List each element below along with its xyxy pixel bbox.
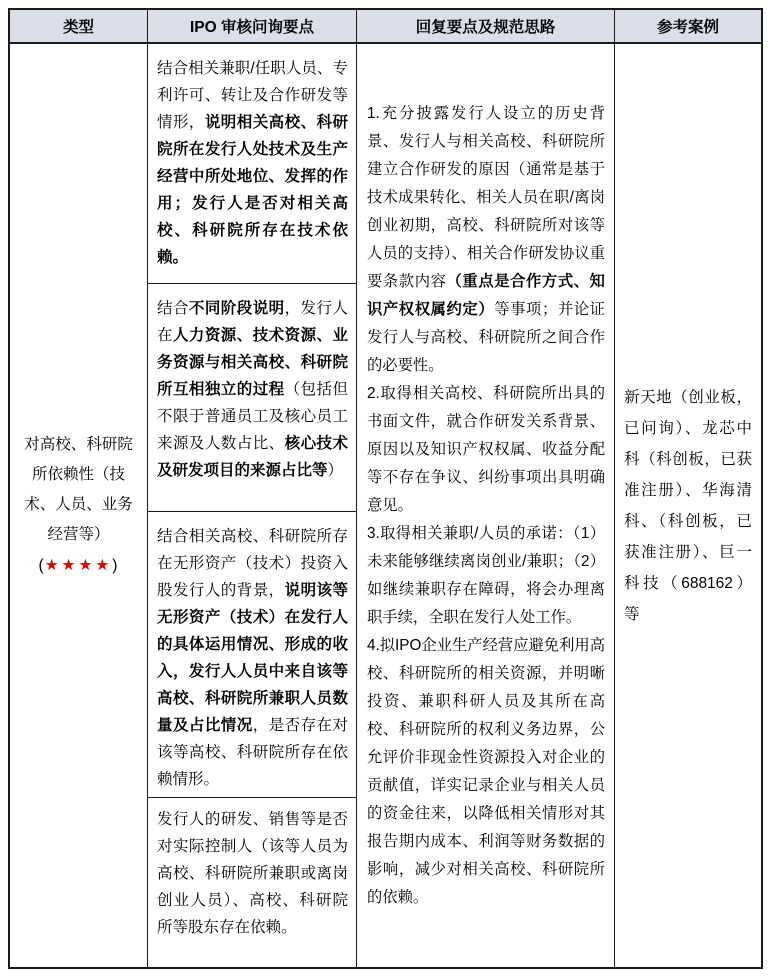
type-cell-text: 对高校、科研院所依赖性（技术、人员、业务经营等） [24, 436, 133, 543]
ipo-inquiry-table [8, 8, 763, 969]
reply-points-cell [357, 44, 615, 967]
reference-cases-text: 新天地（创业板，已问询）、龙芯中科（科创板，已获准注册）、华海清科、（科创板，已获准注册）、巨一科技（688162）等 [624, 388, 752, 623]
table-header-row [10, 10, 761, 44]
star-rating-icons: ★★★★ [44, 557, 113, 574]
reply-paragraph-4: 4.拟IPO企业生产经营应避免利用高校、科研院所的相关资源，并明晰投资、兼职科研人员及其所在高校、科研院所的权利义务边界，公允评价非现金性资源投入对企业的贡献值，详实记录企业与相关人员的资金往来，以降低相关情形对其报告期内成本、利润等财务数据的影响，减少对相关高校、科研院所的依赖。 [367, 636, 605, 906]
header-cell-type: 类型 [10, 10, 148, 42]
star-open-paren: ( [38, 557, 45, 574]
reply-paragraph-2: 2.取得相关高校、科研院所出具的书面文件，就合作研发关系背景、原因以及知识产权权属、收益分配等不存在争议、纠纷事项出具明确意见。 [367, 384, 605, 514]
inquiry-cell-2: 结合不同阶段说明，发行人在人力资源、技术资源、业务资源与相关高校、科研院所互相独立的过程（包括但不限于普通员工及核心员工来源及人数占比、核心技术及研发项目的来源占比等） [148, 284, 356, 512]
inquiry-cell-4: 发行人的研发、销售等是否对实际控制人（该等人员为高校、科研院所兼职或离岗创业人员）、高校、科研院所等股东存在依赖。 [157, 811, 348, 936]
importance-rating [39, 551, 119, 581]
reference-cases-cell [615, 44, 761, 967]
reply-paragraph-1: 1.充分披露发行人设立的历史背景、发行人与相关高校、科研院所建立合作研发的原因（通常是基于技术成果转化、相关人员在职/离岗创业初期，高校、科研院所对该等人员的支持）、相关合作研发协议重要条款内容（重点是合作方式、知识产权权属约定）等事项；并论证发行人与高校、科研院所之间合作的必要性。 [367, 104, 605, 374]
type-cell [10, 44, 148, 967]
header-cell-reply-points: 回复要点及规范思路 [357, 10, 615, 42]
reply-paragraph-3: 3.取得相关兼职/人员的承诺：（1）未来能够继续离岗创业/兼职；（2）如继续兼职存在障碍，将会办理离职手续，全职在发行人处工作。 [367, 524, 605, 626]
table-body-row [10, 44, 761, 967]
header-cell-reference-cases: 参考案例 [656, 19, 719, 36]
inquiry-points-cell-group [148, 44, 357, 967]
inquiry-cell-1: 结合相关兼职/任职人员、专利许可、转让及合作研发等情形，说明相关高校、科研院所在发行人处技术及生产经营中所处地位、发挥的作用；发行人是否对相关高校、科研院所存在技术依赖。 [148, 44, 356, 284]
star-close-paren: ) [112, 557, 119, 574]
inquiry-cell-3: 结合相关高校、科研院所存在无形资产（技术）投资入股发行人的背景，说明该等无形资产（技术）在发行人的具体运用情况、形成的收入，发行人人员中来自该等高校、科研院所兼职人员数量及占比情况，是否存在对该等高校、科研院所存在依赖情形。 [148, 512, 356, 798]
header-cell-inquiry-points: IPO 审核问询要点 [148, 10, 357, 42]
